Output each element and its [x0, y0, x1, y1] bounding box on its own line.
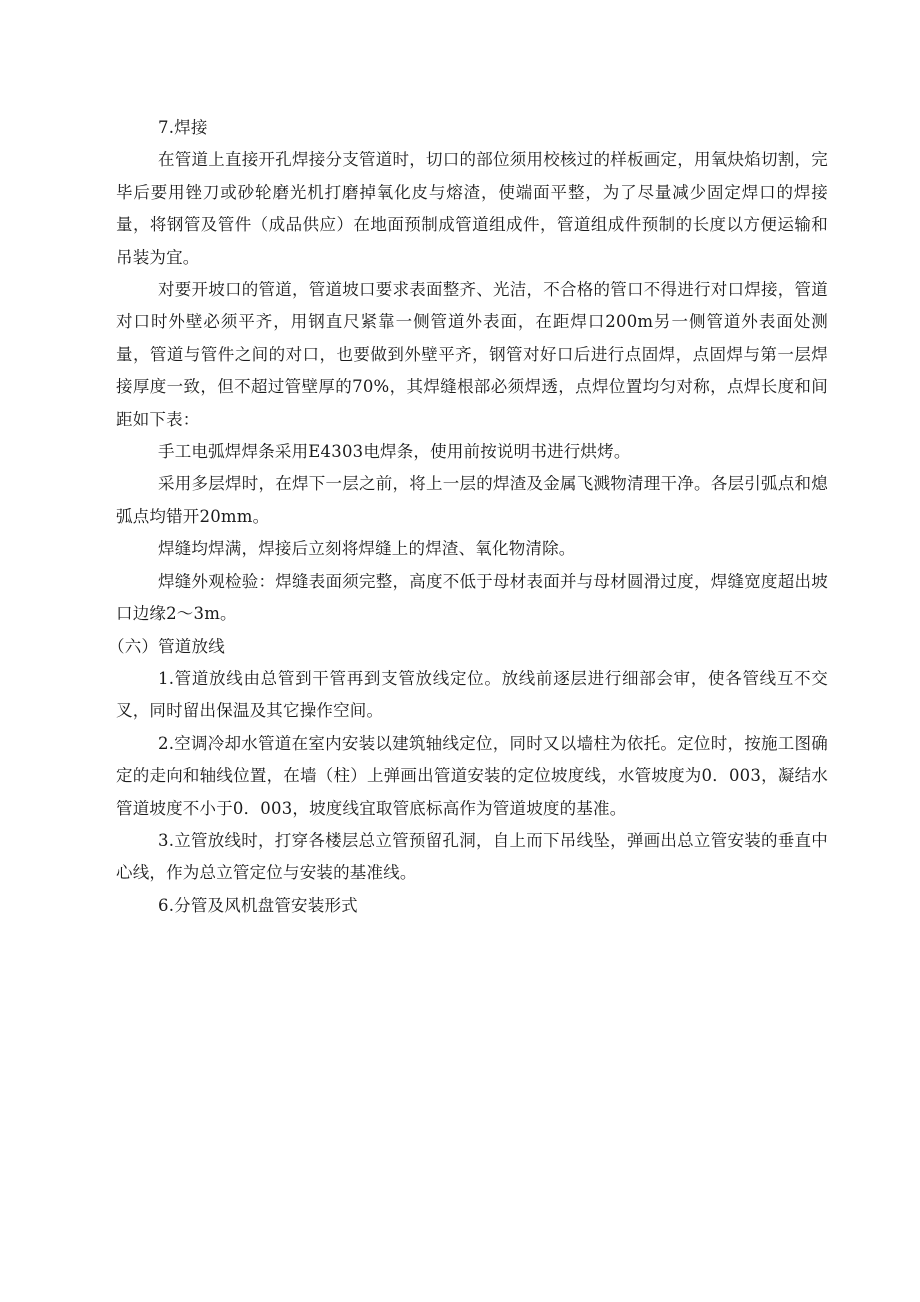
section-heading-pipe-layout: （六）管道放线 [108, 636, 225, 656]
subheading-welding: 7.焊接 [158, 118, 208, 137]
paragraph-weld-fill: 焊缝均焊满，焊接后立刻将焊缝上的焊渣、氧化物清除。 [158, 539, 576, 559]
paragraph-layout-step-3: 3.立管放线时，打穿各楼层总立管预留孔洞，自上而下吊线坠，弹画出总立管安装的垂直中心线，作为总立管定位与安装的基准线。 [116, 830, 828, 883]
paragraph-layout-step-1: 1.管道放线由总管到干管再到支管放线定位。放线前逐层进行细部会审，使各管线互不交叉，同时留出保温及其它操作空间。 [116, 668, 828, 721]
paragraph-electrode: 手工电弧焊焊条采用E4303电焊条，使用前按说明书进行烘烤。 [158, 442, 631, 462]
paragraph-branch-welding: 在管道上直接开孔焊接分支管道时，切口的部位须用校核过的样板画定，用氧炔焰切割，完毕后要用锉刀或砂轮磨光机打磨掉氧化皮与熔渣，使端面平整，为了尽量减少固定焊口的焊接量，将钢管及管件（成品供应）在地面预制成管道组成件，管道组成件预制的长度以方便运输和吊装为宜。 [116, 150, 828, 267]
paragraph-layout-step-2: 2.空调冷却水管道在室内安装以建筑轴线定位，同时又以墙柱为依托。定位时，按施工图确定的走向和轴线位置，在墙（柱）上弹画出管道安装的定位坡度线，水管坡度为0．003，凝结水管道坡度不小于0．003，坡度线宜取管底标高作为管道坡度的基准。 [116, 733, 828, 818]
document-body [108, 112, 828, 922]
paragraph-visual-inspection: 焊缝外观检验：焊缝表面须完整，高度不低于母材表面并与母材圆滑过度，焊缝宽度超出坡口边缘2～3m。 [116, 571, 828, 624]
paragraph-bevel-alignment: 对要开坡口的管道，管道坡口要求表面整齐、光洁，不合格的管口不得进行对口焊接，管道对口时外壁必须平齐，用钢直尺紧靠一侧管道外表面，在距焊口200m另一侧管道外表面处测量，管道与管件之间的对口，也要做到外壁平齐，钢管对好口后进行点固焊，点固焊与第一层焊接厚度一致，但不超过管壁厚的70%，其焊缝根部必须焊透，点焊位置均匀对称，点焊长度和间距如下表： [116, 280, 828, 429]
subheading-fan-coil-installation: 6.分管及风机盘管安装形式 [158, 895, 358, 915]
paragraph-multilayer-welding: 采用多层焊时，在焊下一层之前，将上一层的焊渣及金属飞溅物清理干净。各层引弧点和熄弧点均错开20mm。 [116, 474, 828, 526]
